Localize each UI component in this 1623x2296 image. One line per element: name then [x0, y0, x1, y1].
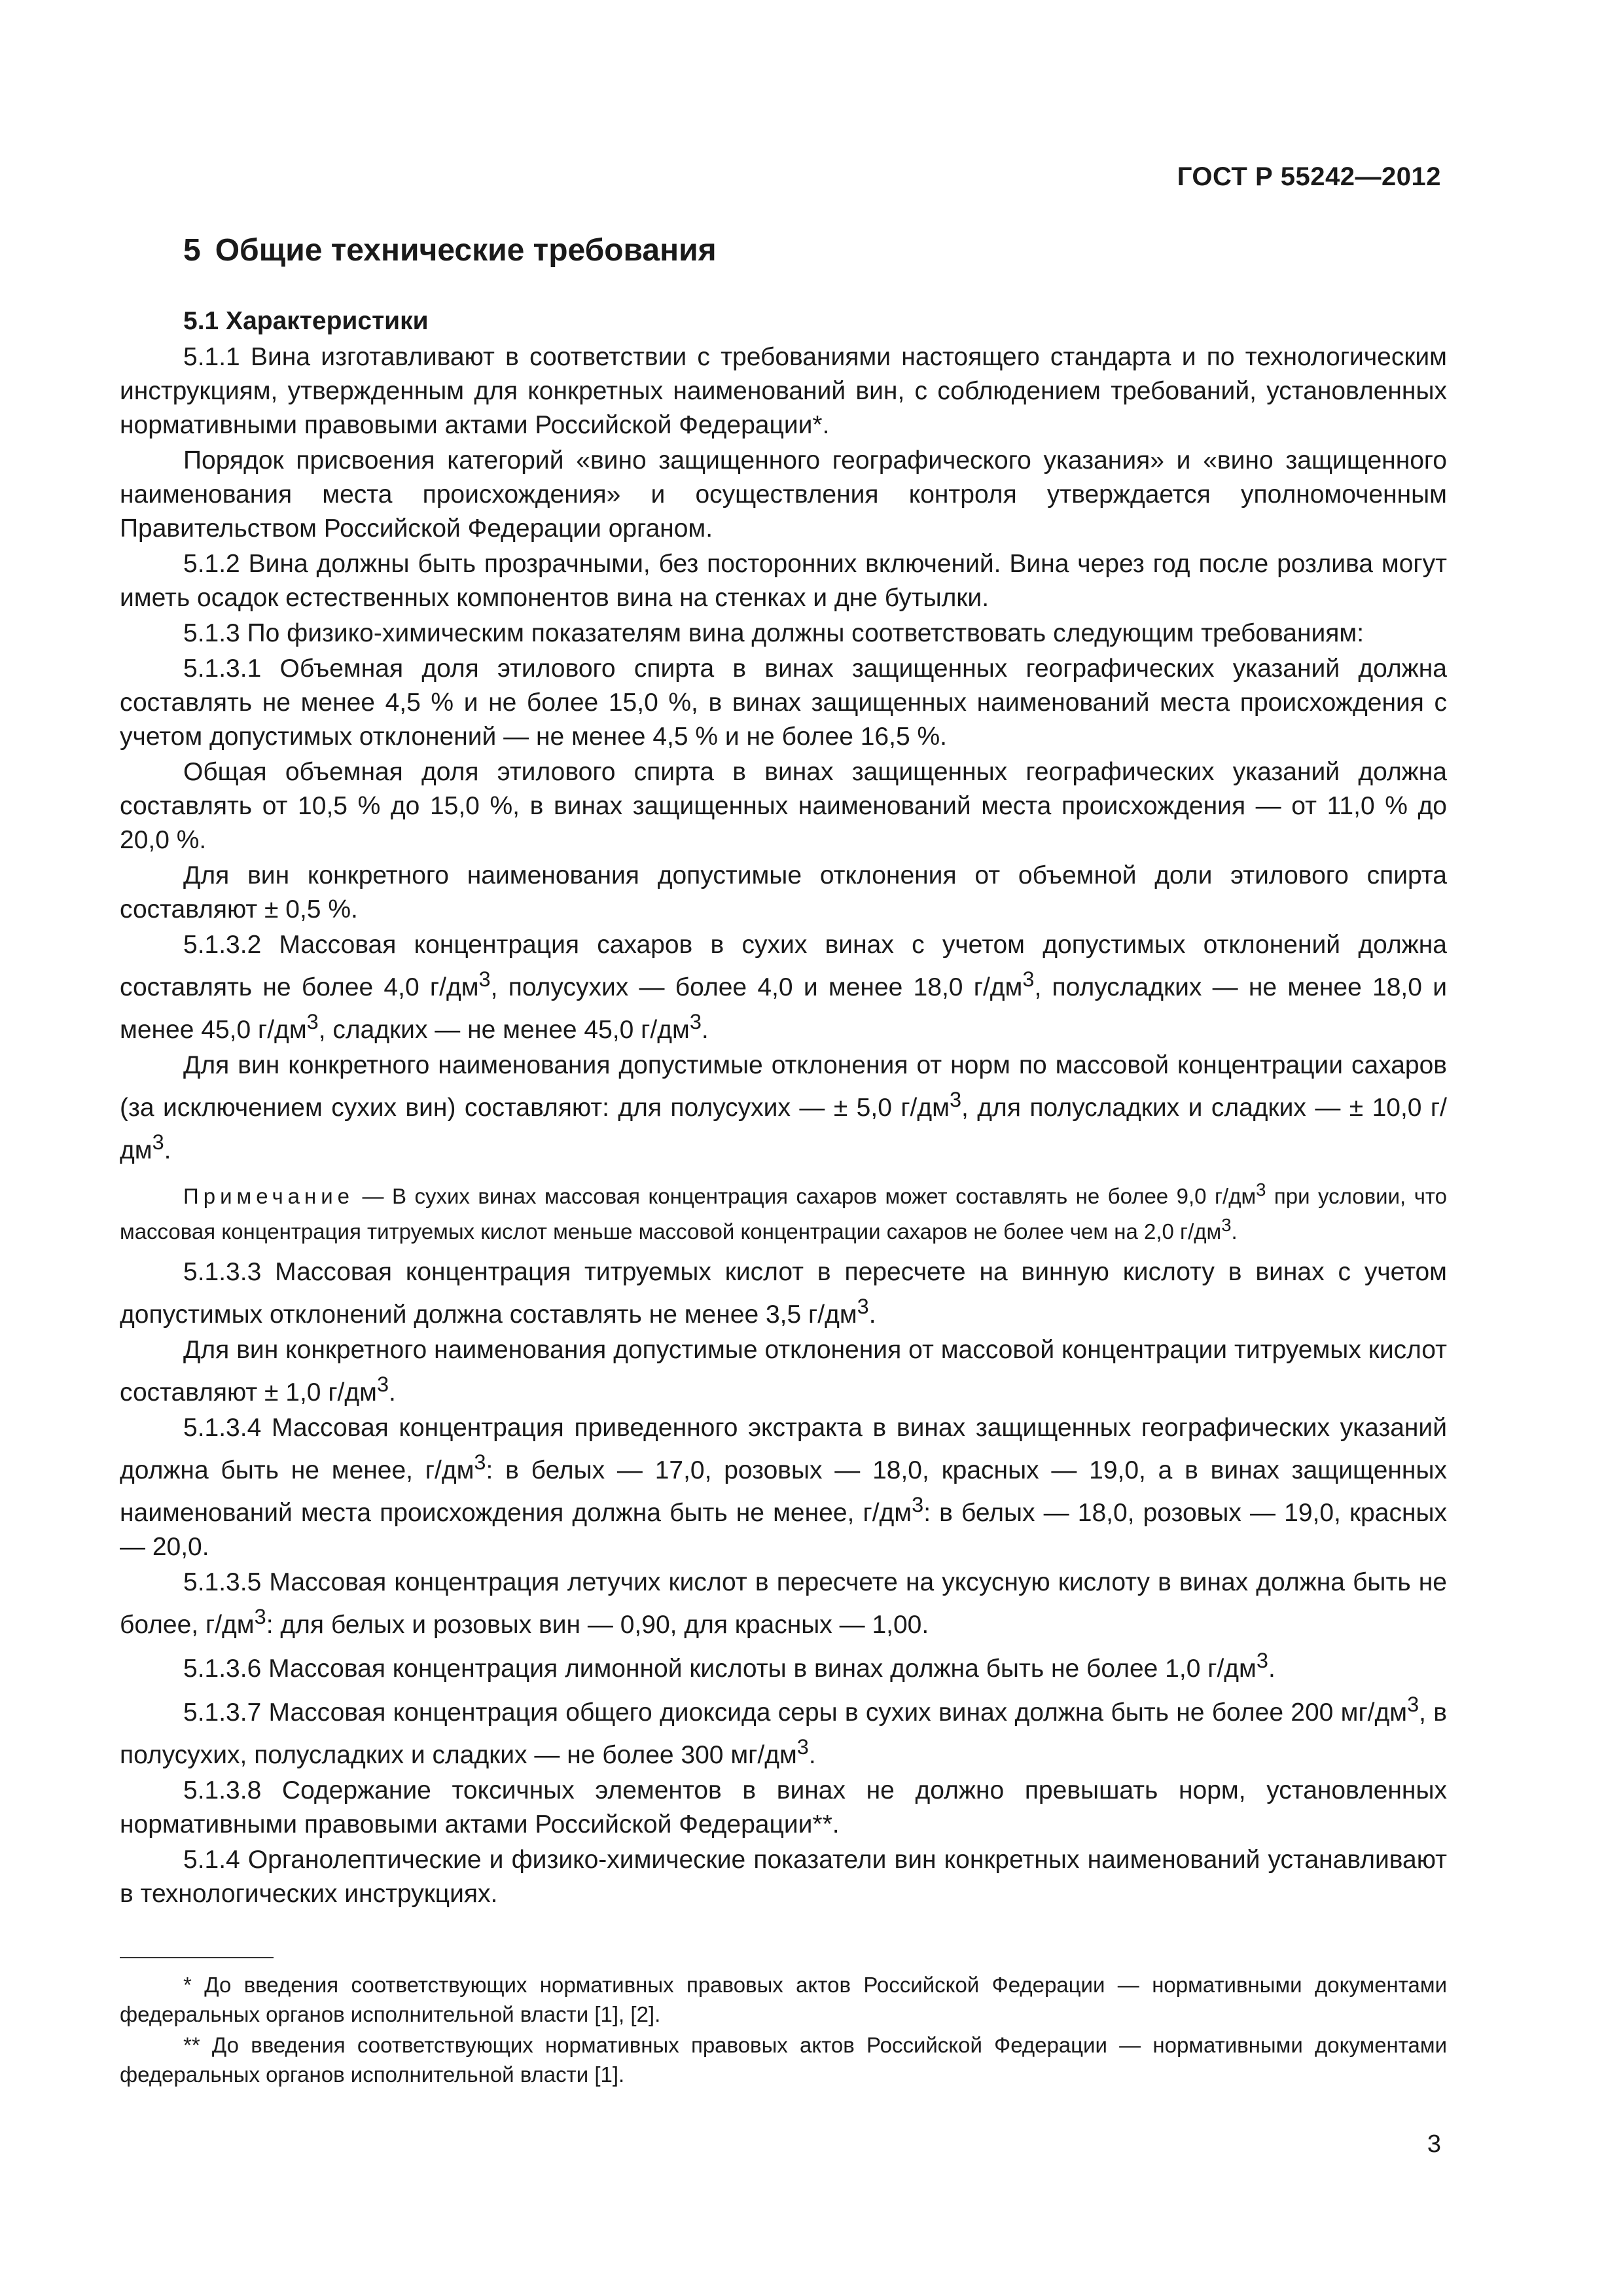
- paragraph-5-1-3-3: [120, 1255, 1447, 1332]
- paragraph-5-1-3-8: 5.1.3.8 Содержание токсичных элементов в винах не должно превышать норм, установленных нормативными правовыми актами Российской Федерации**.: [120, 1776, 1447, 1839]
- text-run: Для вин конкретного наименования допустимые отклонения от норм по массовой концентрации сахаров (за исключением сухих вин) составляют: для полусухих — ± 5,0 г/дм: [120, 1051, 1447, 1122]
- footnotes: [120, 1970, 1447, 2090]
- text-run: , сладких — не менее 45,0 г/дм: [318, 1016, 690, 1044]
- text-run: , полусладких — не менее 18,0 и менее 45,0 г/дм: [120, 973, 1447, 1044]
- superscript: 3: [254, 1605, 266, 1628]
- superscript: 3: [306, 1010, 319, 1033]
- text-run: — В сухих винах массовая концентрация сахаров может составлять не более 9,0 г/дм: [354, 1184, 1257, 1208]
- paragraph-5-1-2: 5.1.2 Вина должны быть прозрачными, без посторонних включений. Вина через год после розлива могут иметь осадок естественных компонентов вина на стенках и дне бутылки.: [120, 550, 1447, 612]
- paragraph-category-procedure: Порядок присвоения категорий «вино защищенного географического указания» и «вино защищенного наименования места происхождения» и осуществления контроля утверждается уполномоченным Правительством Российской Федерации органом.: [120, 446, 1447, 543]
- superscript: 3: [1407, 1693, 1419, 1716]
- paragraph-total-alcohol: Общая объемная доля этилового спирта в винах защищенных географических указаний должна составлять от 10,5 % до 15,0 %, в винах защищенных наименований места происхождения — от 11,0 % до 20,0 %.: [120, 758, 1447, 854]
- text-run: Для вин конкретного наименования допустимые отклонения от массовой концентрации титруемых кислот составляют ± 1,0 г/дм: [120, 1336, 1447, 1407]
- document-body: [120, 304, 1447, 1912]
- paragraph-alcohol-tolerance: Для вин конкретного наименования допустимые отклонения от объемной доли этилового спирта составляют ± 0,5 %.: [120, 861, 1447, 924]
- superscript: 3: [949, 1088, 962, 1111]
- section-number: 5: [183, 233, 201, 268]
- text-run: .: [1231, 1219, 1238, 1244]
- paragraph-5-1-3: 5.1.3 По физико-химическим показателям вина должны соответствовать следующим требованиям:: [183, 619, 1364, 647]
- paragraph-5-1-3-6: [120, 1643, 1447, 1686]
- superscript: 3: [478, 967, 491, 991]
- footnote-divider: [120, 1957, 274, 1958]
- superscript: 3: [1256, 1649, 1268, 1672]
- paragraph-5-1-3-5: [120, 1566, 1447, 1642]
- text-run: , для полусладких и сладких — ± 10,0 г/дм: [120, 1094, 1447, 1164]
- superscript: 3: [1221, 1215, 1232, 1235]
- text-run: .: [389, 1378, 396, 1407]
- text-run: .: [808, 1741, 816, 1769]
- document-id-header: ГОСТ Р 55242—2012: [1177, 162, 1441, 191]
- paragraph-5-1-3-2: [120, 928, 1447, 1047]
- paragraph-5-1-3-1: 5.1.3.1 Объемная доля этилового спирта в винах защищенных географических указаний должна составлять не менее 4,5 % и не более 15,0 %, в винах защищенных наименований места происхождения с учетом допустимых отклонений — не менее 4,5 % и не более 16,5 %.: [120, 655, 1447, 751]
- text-run: .: [1268, 1655, 1275, 1683]
- superscript: 3: [796, 1735, 809, 1759]
- text-run: : в белых — 17,0, розовых — 18,0, красных — 19,0, а в винах защищенных наименований места происхождения должна быть не менее, г/дм: [120, 1456, 1447, 1527]
- paragraph-5-1-3-7: [120, 1687, 1447, 1772]
- superscript: 3: [474, 1450, 486, 1474]
- footnote-2: ** До введения соответствующих нормативных правовых актов Российской Федерации — нормативными документами федеральных органов исполнительной власти [1].: [120, 2033, 1447, 2087]
- text-run: 5.1.3.3 Массовая концентрация титруемых кислот в пересчете на винную кислоту в винах с учетом допустимых отклонений должна составлять не менее 3,5 г/дм: [120, 1258, 1447, 1329]
- text-run: 5.1.3.2 Массовая концентрация сахаров в сухих винах с учетом допустимых отклонений должна составлять не более 4,0 г/дм: [120, 931, 1447, 1001]
- text-run: : для белых и розовых вин — 0,90, для красных — 1,00.: [266, 1611, 929, 1639]
- note-label: Примечание: [183, 1184, 355, 1208]
- paragraph-5-1-1: 5.1.1 Вина изготавливают в соответствии с требованиями настоящего стандарта и по технологическим инструкциям, утвержденным для конкретных наименований вин, с соблюдением требований, установленных нормативными правовыми актами Российской Федерации*.: [120, 343, 1447, 439]
- section-title-text: Общие технические требования: [215, 233, 717, 268]
- text-run: 5.1.3.7 Массовая концентрация общего диоксида серы в сухих винах должна быть не более 200 мг/дм: [183, 1698, 1408, 1727]
- paragraph-sugar-tolerance: [120, 1049, 1447, 1168]
- text-run: при условии, что массовая концентрация титруемых кислот меньше массовой концентрации сахаров не более чем на 2,0 г/дм: [120, 1184, 1447, 1244]
- superscript: 3: [1022, 967, 1035, 991]
- page-number: 3: [1427, 2130, 1441, 2158]
- text-run: 5.1.3.5 Массовая концентрация летучих кислот в пересчете на уксусную кислоту в винах должна быть не более, г/дм: [120, 1568, 1447, 1639]
- text-run: .: [868, 1300, 876, 1329]
- text-run: 5.1.3.6 Массовая концентрация лимонной кислоты в винах должна быть не более 1,0 г/дм: [183, 1655, 1257, 1683]
- subsection-heading: 5.1 Характеристики: [183, 307, 429, 335]
- paragraph-5-1-3-4: [120, 1411, 1447, 1564]
- text-run: : в белых — 18,0, розовых — 19,0, красных — 20,0.: [120, 1499, 1448, 1561]
- text-run: 5.1.3.4 Массовая концентрация приведенного экстракта в винах защищенных географических указаний должна быть не менее, г/дм: [120, 1414, 1447, 1484]
- note-paragraph: [120, 1175, 1447, 1246]
- superscript: 3: [857, 1295, 869, 1318]
- superscript: 3: [689, 1010, 702, 1033]
- superscript: 3: [1256, 1179, 1266, 1200]
- footnote-1: * До введения соответствующих нормативных правовых актов Российской Федерации — нормативными документами федеральных органов исполнительной власти [1], [2].: [120, 1973, 1447, 2026]
- superscript: 3: [376, 1372, 389, 1396]
- paragraph-5-1-4: 5.1.4 Органолептические и физико-химические показатели вин конкретных наименований устанавливают в технологических инструкциях.: [120, 1846, 1447, 1908]
- section-heading: [183, 232, 717, 268]
- text-run: , в полусухих, полусладких и сладких — не более 300 мг/дм: [120, 1698, 1448, 1769]
- text-run: , полусухих — более 4,0 и менее 18,0 г/дм: [490, 973, 1023, 1001]
- superscript: 3: [912, 1493, 924, 1516]
- paragraph-acid-tolerance: [120, 1333, 1447, 1410]
- superscript: 3: [152, 1130, 164, 1154]
- text-run: .: [701, 1016, 709, 1044]
- text-run: .: [164, 1136, 171, 1164]
